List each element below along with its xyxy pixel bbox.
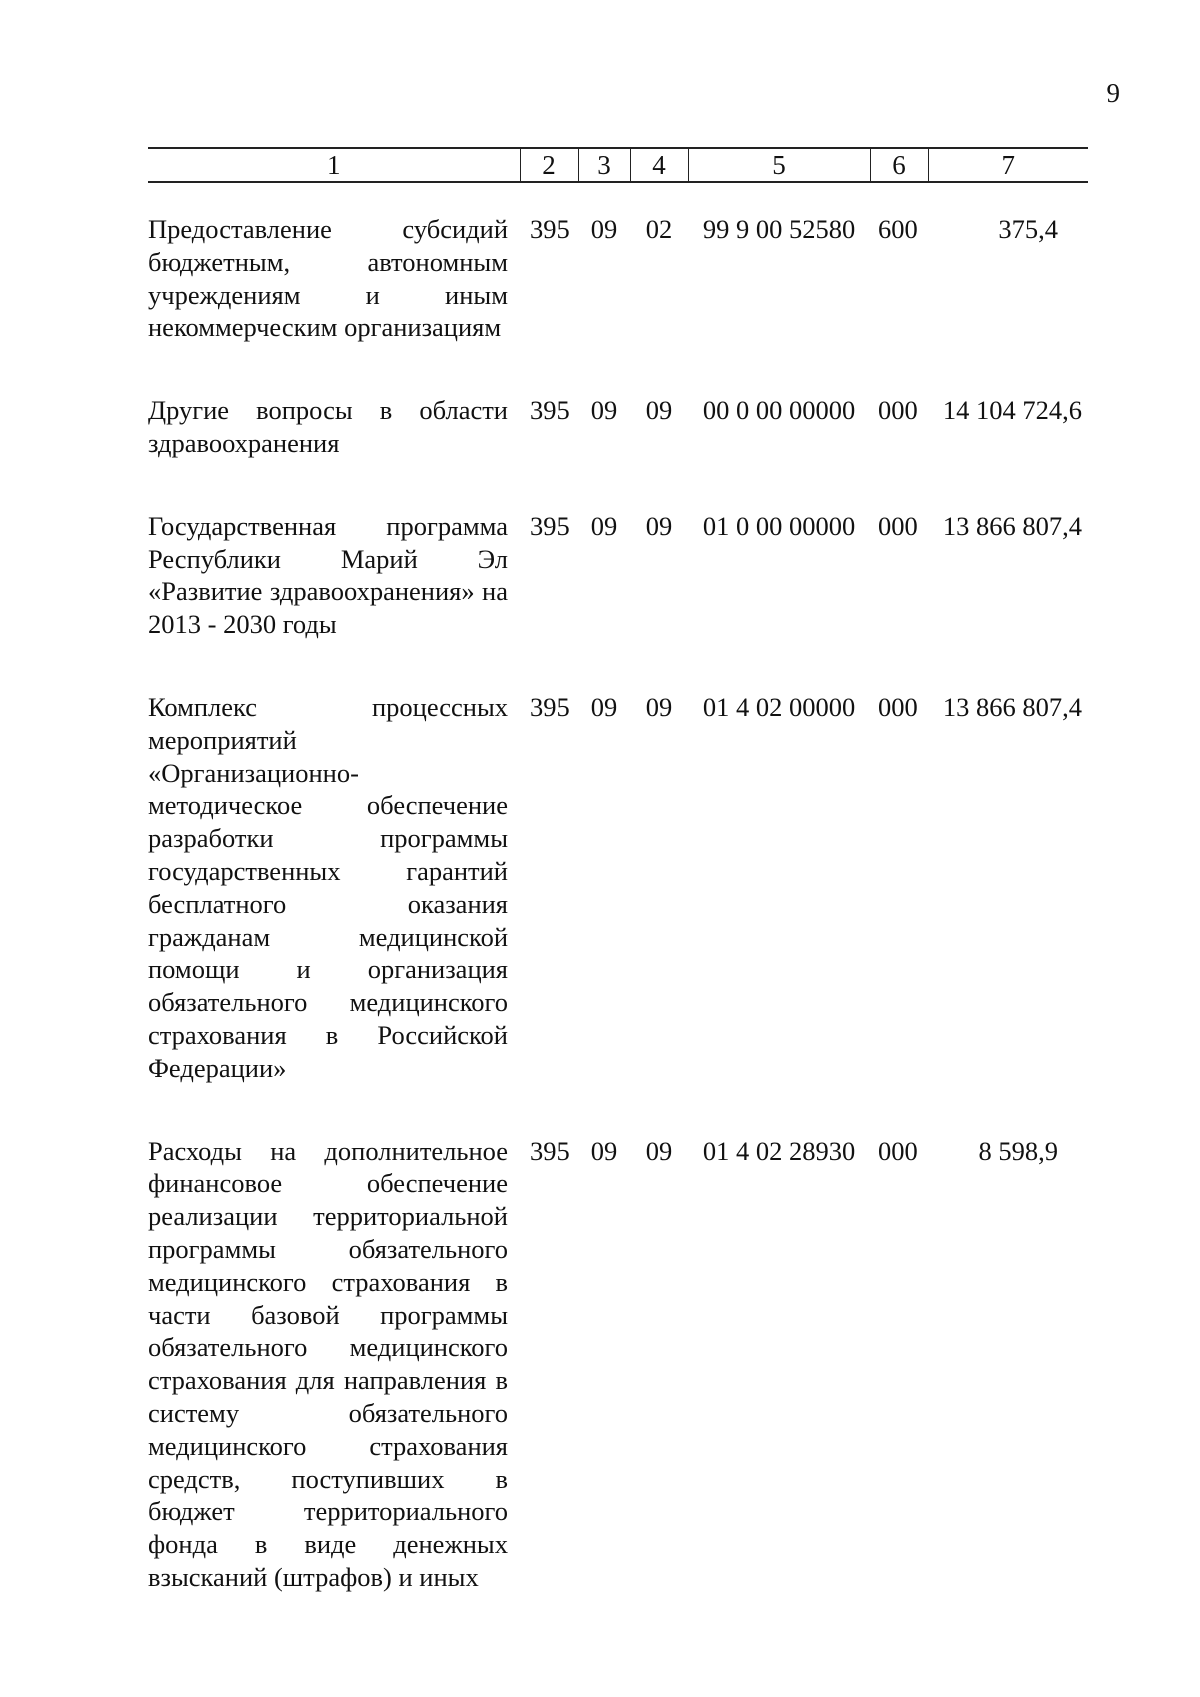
row-amount: 13 866 807,4 [942, 510, 1082, 541]
table-row [148, 510, 1088, 691]
column-header-6: 6 [870, 148, 928, 182]
row-description: Другие вопросы в области здравоохранения [148, 395, 508, 458]
row-vr: 600 [878, 214, 918, 244]
row-rz: 09 [590, 214, 618, 244]
row-rz: 09 [590, 1135, 618, 1166]
row-rz: 09 [590, 691, 618, 722]
row-amount: 14 104 724,6 [942, 395, 1082, 426]
row-ved: 395 [530, 510, 570, 541]
column-header-1: 1 [148, 148, 520, 182]
row-amount: 13 866 807,4 [942, 691, 1082, 722]
table-row [148, 213, 1088, 394]
table-row [148, 691, 1088, 1135]
row-description: Государственная программа Республики Марий Эл «Развитие здравоохранения» на 2013 - 2030 годы [148, 510, 508, 640]
row-amount: 8 598,9 [978, 1135, 1058, 1166]
row-pr: 02 [645, 214, 673, 244]
column-header-4: 4 [630, 148, 688, 182]
row-ved: 395 [530, 1135, 570, 1166]
column-header-3: 3 [578, 148, 630, 182]
row-csr: 01 4 02 00000 [702, 691, 856, 722]
row-rz: 09 [590, 395, 618, 426]
row-csr: 99 9 00 52580 [702, 214, 856, 244]
row-amount: 375,4 [998, 214, 1058, 244]
page-number: 9 [1106, 78, 1120, 108]
row-description: Расходы на дополнительное финансовое обеспечение реализации территориальной программы обязательного медицинского страхования в части базовой программы обязательного медицинского страхования для направления в систему обязательного медицинского страхования средств, поступивших в бюджет территориального фонда в виде денежных взысканий (штрафов) и иных [148, 1135, 508, 1592]
column-header-2: 2 [520, 148, 578, 182]
row-description: Комплекс процессных мероприятий «Организационно-методическое обеспечение разработки программы государственных гарантий бесплатного оказания гражданам медицинской помощи и организация обязательного медицинского страхования в Российской Федерации» [148, 691, 508, 1083]
row-csr: 01 4 02 28930 [702, 1135, 856, 1166]
row-rz: 09 [590, 510, 618, 541]
column-header-7: 7 [928, 148, 1088, 182]
row-vr: 000 [878, 395, 918, 426]
row-vr: 000 [878, 1135, 918, 1166]
row-csr: 01 0 00 00000 [702, 510, 856, 541]
column-header-5: 5 [688, 148, 870, 182]
row-ved: 395 [530, 395, 570, 426]
row-vr: 000 [878, 510, 918, 541]
row-csr: 00 0 00 00000 [702, 395, 856, 426]
table-row [148, 1135, 1088, 1594]
row-pr: 09 [645, 395, 673, 426]
table-row [148, 394, 1088, 510]
budget-table [148, 147, 1088, 1594]
row-ved: 395 [530, 214, 570, 244]
table-header-row [148, 148, 1088, 182]
row-pr: 09 [645, 1135, 673, 1166]
row-vr: 000 [878, 691, 918, 722]
row-pr: 09 [645, 691, 673, 722]
row-pr: 09 [645, 510, 673, 541]
row-description: Предоставление субсидий бюджетным, автономным учреждениям и иным некоммерческим организациям [148, 214, 508, 343]
row-ved: 395 [530, 691, 570, 722]
